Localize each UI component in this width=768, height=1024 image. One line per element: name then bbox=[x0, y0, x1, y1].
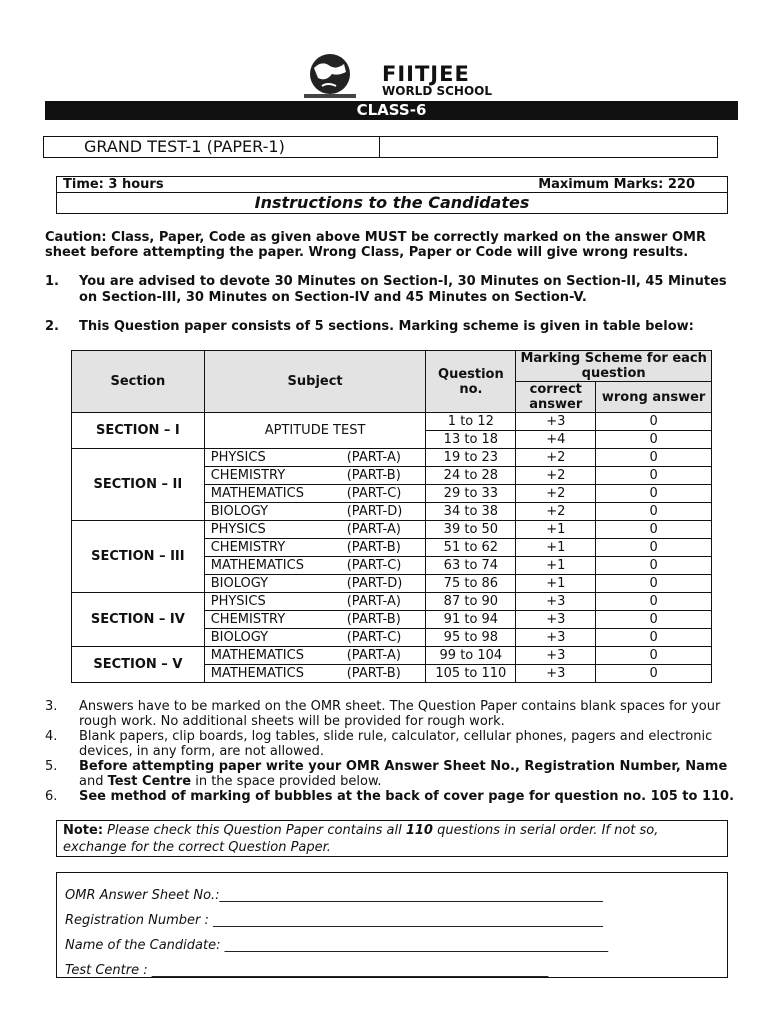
instruction-text: See method of marking of bubbles at the back of cover page for question no. 105 to 110. bbox=[79, 789, 735, 804]
range-cell: 105 to 110 bbox=[426, 665, 516, 683]
instruction-number: 2. bbox=[45, 319, 59, 334]
max-marks-label: Maximum Marks: 220 bbox=[538, 177, 695, 192]
wrong-cell: 0 bbox=[596, 503, 712, 521]
correct-cell: +1 bbox=[516, 557, 596, 575]
correct-cell: +3 bbox=[516, 647, 596, 665]
range-cell: 87 to 90 bbox=[426, 593, 516, 611]
range-cell: 34 to 38 bbox=[426, 503, 516, 521]
range-cell: 39 to 50 bbox=[426, 521, 516, 539]
instruction-plain: in the space provided below. bbox=[191, 774, 382, 789]
correct-cell: +3 bbox=[516, 611, 596, 629]
correct-cell: +2 bbox=[516, 503, 596, 521]
instructions-lower bbox=[45, 699, 735, 804]
range-cell: 75 to 86 bbox=[426, 575, 516, 593]
subject-cell bbox=[204, 521, 426, 539]
subject-part: (PART-C) bbox=[346, 486, 402, 501]
instruction-text bbox=[79, 759, 735, 789]
table-row bbox=[72, 593, 712, 611]
instructions-heading: Instructions to the Candidates bbox=[254, 193, 530, 212]
caution-text: Caution: Class, Paper, Code as given above MUST be correctly marked on the answer OMR sheet before attempting the paper. Wrong Class, Paper or Code will give wrong results. bbox=[45, 230, 706, 260]
subject-cell bbox=[204, 539, 426, 557]
instruction-5 bbox=[45, 759, 735, 789]
registration-number-field[interactable]: Registration Number : ____________________________________________________________ bbox=[65, 913, 603, 928]
instruction-bold: Before attempting paper write your OMR Answer Sheet No., Registration Number, Name bbox=[79, 759, 728, 774]
subject-part: (PART-D) bbox=[346, 504, 403, 519]
subject-name: BIOLOGY bbox=[210, 630, 269, 645]
range-cell: 95 to 98 bbox=[426, 629, 516, 647]
wrong-cell: 0 bbox=[596, 665, 712, 683]
subject-name: MATHEMATICS bbox=[210, 666, 304, 681]
correct-cell: +2 bbox=[516, 485, 596, 503]
instruction-3 bbox=[45, 699, 735, 729]
wrong-cell: 0 bbox=[596, 539, 712, 557]
subject-name: CHEMISTRY bbox=[210, 612, 286, 627]
instruction-number: 1. bbox=[45, 274, 59, 289]
instruction-text: This Question paper consists of 5 sections. Marking scheme is given in table below: bbox=[79, 319, 694, 334]
brand-name: FIITJEE bbox=[382, 62, 470, 86]
subject-part: (PART-B) bbox=[346, 468, 401, 483]
range-cell: 63 to 74 bbox=[426, 557, 516, 575]
range-cell: 29 to 33 bbox=[426, 485, 516, 503]
instruction-bold: Test Centre bbox=[107, 774, 192, 789]
subject-cell bbox=[204, 629, 426, 647]
wrong-cell: 0 bbox=[596, 485, 712, 503]
test-title: GRAND TEST-1 (PAPER-1) bbox=[44, 137, 380, 157]
time-marks-box bbox=[56, 176, 728, 214]
subject-part: (PART-B) bbox=[346, 666, 401, 681]
subject-cell bbox=[204, 557, 426, 575]
note-text: Please check this Question Paper contains all bbox=[103, 823, 406, 838]
wrong-cell: 0 bbox=[596, 413, 712, 431]
note-box bbox=[56, 820, 728, 857]
marking-scheme-table bbox=[71, 350, 712, 683]
subject-cell bbox=[204, 449, 426, 467]
subject-part: (PART-B) bbox=[346, 540, 401, 555]
instruction-2 bbox=[45, 319, 735, 335]
wrong-cell: 0 bbox=[596, 593, 712, 611]
table-row bbox=[72, 647, 712, 665]
header-wrong: wrong answer bbox=[596, 382, 712, 413]
subject-part: (PART-B) bbox=[346, 612, 401, 627]
note-text: questions in serial order. If not so, exchange for the correct Question Paper. bbox=[63, 823, 659, 855]
section-name: SECTION – V bbox=[72, 647, 205, 683]
range-cell: 19 to 23 bbox=[426, 449, 516, 467]
correct-cell: +2 bbox=[516, 449, 596, 467]
instruction-plain: and bbox=[79, 774, 108, 789]
subject-name: BIOLOGY bbox=[210, 504, 269, 519]
header-question-no: Question no. bbox=[426, 351, 516, 413]
note-question-count: 110 bbox=[405, 823, 433, 838]
header-correct: correct answer bbox=[516, 382, 596, 413]
subject-cell bbox=[204, 575, 426, 593]
header-subject: Subject bbox=[204, 351, 426, 413]
wrong-cell: 0 bbox=[596, 557, 712, 575]
subject-name: MATHEMATICS bbox=[210, 558, 304, 573]
subject-part: (PART-D) bbox=[346, 576, 403, 591]
wrong-cell: 0 bbox=[596, 611, 712, 629]
candidate-details-box bbox=[56, 872, 728, 978]
test-title-box bbox=[43, 136, 718, 158]
subject-cell: APTITUDE TEST bbox=[204, 413, 426, 449]
note-label: Note: bbox=[63, 823, 104, 838]
wrong-cell: 0 bbox=[596, 575, 712, 593]
instruction-number: 3. bbox=[45, 699, 58, 714]
table-row bbox=[72, 521, 712, 539]
subject-cell bbox=[204, 647, 426, 665]
instruction-1 bbox=[45, 274, 735, 306]
range-cell: 91 to 94 bbox=[426, 611, 516, 629]
subject-name: BIOLOGY bbox=[210, 576, 269, 591]
subject-name: PHYSICS bbox=[210, 594, 266, 609]
omr-sheet-no-field[interactable]: OMR Answer Sheet No.:___________________________________________________________ bbox=[65, 888, 604, 903]
table-row bbox=[72, 449, 712, 467]
candidate-name-field[interactable]: Name of the Candidate: ___________________________________________________________ bbox=[65, 938, 609, 953]
range-cell: 99 to 104 bbox=[426, 647, 516, 665]
wrong-cell: 0 bbox=[596, 467, 712, 485]
subject-name: PHYSICS bbox=[210, 522, 266, 537]
subject-cell bbox=[204, 503, 426, 521]
test-centre-field[interactable]: Test Centre : _____________________________________________________________ bbox=[65, 963, 549, 978]
correct-cell: +1 bbox=[516, 575, 596, 593]
instruction-number: 4. bbox=[45, 729, 58, 744]
range-cell: 51 to 62 bbox=[426, 539, 516, 557]
brand-subtitle: WORLD SCHOOL bbox=[382, 84, 493, 98]
correct-cell: +3 bbox=[516, 665, 596, 683]
instruction-number: 5. bbox=[45, 759, 58, 774]
subject-part: (PART-A) bbox=[346, 594, 401, 609]
instruction-text: Blank papers, clip boards, log tables, slide rule, calculator, cellular phones, pagers and electronic devices, in any form, are not allowed. bbox=[79, 729, 713, 759]
instruction-text: You are advised to devote 30 Minutes on Section-I, 30 Minutes on Section-II, 45 Minutes on Section-III, 30 Minutes on Section-IV and 45 Minutes on Section-V. bbox=[79, 274, 727, 305]
instruction-4 bbox=[45, 729, 735, 759]
globe-logo-icon bbox=[300, 52, 360, 100]
wrong-cell: 0 bbox=[596, 431, 712, 449]
subject-cell bbox=[204, 467, 426, 485]
instruction-6 bbox=[45, 789, 735, 804]
correct-cell: +3 bbox=[516, 629, 596, 647]
correct-cell: +4 bbox=[516, 431, 596, 449]
wrong-cell: 0 bbox=[596, 521, 712, 539]
table-row bbox=[72, 413, 712, 431]
subject-name: MATHEMATICS bbox=[210, 648, 304, 663]
subject-name: CHEMISTRY bbox=[210, 540, 286, 555]
correct-cell: +3 bbox=[516, 413, 596, 431]
subject-part: (PART-A) bbox=[346, 648, 401, 663]
subject-part: (PART-C) bbox=[346, 630, 402, 645]
correct-cell: +2 bbox=[516, 467, 596, 485]
subject-name: PHYSICS bbox=[210, 450, 266, 465]
class-banner: CLASS-6 bbox=[45, 101, 738, 120]
subject-part: (PART-A) bbox=[346, 522, 401, 537]
range-cell: 24 to 28 bbox=[426, 467, 516, 485]
wrong-cell: 0 bbox=[596, 449, 712, 467]
subject-name: CHEMISTRY bbox=[210, 468, 286, 483]
subject-cell bbox=[204, 593, 426, 611]
wrong-cell: 0 bbox=[596, 629, 712, 647]
range-cell: 1 to 12 bbox=[426, 413, 516, 431]
subject-part: (PART-C) bbox=[346, 558, 402, 573]
section-name: SECTION – IV bbox=[72, 593, 205, 647]
section-name: SECTION – I bbox=[72, 413, 205, 449]
instruction-text: Answers have to be marked on the OMR sheet. The Question Paper contains blank spaces for your rough work. No additional sheets will be provided for rough work. bbox=[79, 699, 721, 729]
section-name: SECTION – II bbox=[72, 449, 205, 521]
subject-part: (PART-A) bbox=[346, 450, 401, 465]
subject-cell bbox=[204, 665, 426, 683]
time-label: Time: 3 hours bbox=[63, 177, 164, 192]
subject-name: MATHEMATICS bbox=[210, 486, 304, 501]
instruction-number: 6. bbox=[45, 789, 58, 804]
section-name: SECTION – III bbox=[72, 521, 205, 593]
wrong-cell: 0 bbox=[596, 647, 712, 665]
range-cell: 13 to 18 bbox=[426, 431, 516, 449]
correct-cell: +3 bbox=[516, 593, 596, 611]
header-section: Section bbox=[72, 351, 205, 413]
header-marking-scheme: Marking Scheme for each question bbox=[516, 351, 712, 382]
correct-cell: +1 bbox=[516, 521, 596, 539]
correct-cell: +1 bbox=[516, 539, 596, 557]
subject-cell bbox=[204, 611, 426, 629]
subject-cell bbox=[204, 485, 426, 503]
